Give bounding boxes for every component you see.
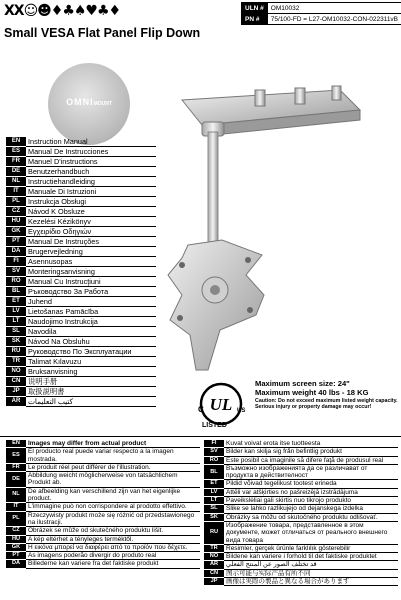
language-code: RO [204, 456, 224, 464]
language-row-text: Lietošanas Pamācība [26, 307, 156, 317]
language-code: BL [204, 464, 224, 480]
language-row-text: 说明手册 [26, 377, 156, 387]
language-code: AR [6, 397, 26, 407]
disclaimer-row [204, 521, 398, 544]
disclaimer-row [204, 464, 398, 480]
language-code: CN [6, 377, 26, 387]
language-row-text: Návod Na Obsluhu [26, 337, 156, 347]
disclaimer-row [204, 505, 398, 513]
disclaimer-row-text: Resimler, gerçek ürünle farklılık gösterebilir [224, 544, 398, 552]
language-row-text: كتيب التعليمات [26, 397, 156, 407]
disclaimer-row [204, 569, 398, 577]
language-code: IT [6, 503, 26, 511]
language-code: ET [204, 480, 224, 488]
disclaimer-row [6, 560, 200, 568]
language-code: CZ [6, 527, 26, 535]
disclaimer-row-text: Billederne kan variere fra det faktiske produkt [26, 560, 200, 568]
disclaimer-row [6, 503, 200, 511]
language-code: TR [6, 357, 26, 367]
omni-logo-sub: MOUNT [93, 101, 112, 107]
language-row-text: Manuale Di Istruzioni [26, 187, 156, 197]
disclaimer-row-text: Rzeczywisty produkt może się różnić od przedstawionego na ilustracji. [26, 511, 200, 527]
language-row [6, 327, 156, 337]
disclaimer-row-text: 画像は実際の製品と異なる場合があります [224, 578, 398, 586]
language-code: AR [204, 561, 224, 569]
language-code: SK [6, 337, 26, 347]
language-row [6, 257, 156, 267]
language-code: SV [6, 267, 26, 277]
ul-us: US [237, 408, 246, 414]
language-row [6, 367, 156, 377]
language-row [6, 277, 156, 287]
pn-row [242, 14, 401, 25]
ul-c: C [198, 405, 204, 414]
pn-label: PN # [242, 14, 268, 25]
product-illustration [160, 80, 400, 380]
language-row [6, 317, 156, 327]
language-code: SL [6, 327, 26, 337]
section-divider [0, 436, 401, 437]
language-code: HU [6, 535, 26, 543]
language-code: JP [204, 578, 224, 586]
uln-value: OM10032 [267, 3, 401, 14]
language-code: PL [6, 197, 26, 207]
disclaimer-row [204, 497, 398, 505]
language-code: DA [6, 247, 26, 257]
language-row-text: Talimat Kılavuzu [26, 357, 156, 367]
disclaimer-row-text: Kuvat voivat erota itse tuotteesta [224, 440, 398, 448]
language-row-text: Juhend [26, 297, 156, 307]
language-row-text: Manuel D'instructions [26, 157, 156, 167]
disclaimer-row-text: Obrázky sa môžu od skutočného produktu odlišovať. [224, 513, 398, 521]
language-code: LT [204, 497, 224, 505]
language-code: DA [6, 560, 26, 568]
brand-logo: XX☺☻♦♣♠♥♣♦ [4, 3, 121, 19]
spec-block [255, 379, 401, 410]
language-row-text: Instructiehandleiding [26, 177, 156, 187]
language-row-text: Brugervejledning [26, 247, 156, 257]
disclaimer-row-text: A kép eltérhet a tényleges terméktől. [26, 535, 200, 543]
disclaimer-row [204, 561, 398, 569]
language-code: NO [6, 367, 26, 377]
language-row [6, 237, 156, 247]
language-code: TR [204, 544, 224, 552]
language-code: JP [6, 387, 26, 397]
language-row [6, 227, 156, 237]
language-code: NL [6, 487, 26, 503]
language-row [6, 187, 156, 197]
disclaimer-row [6, 487, 200, 503]
language-code: RO [6, 277, 26, 287]
disclaimer-row-text: Възможно изображенията да се различават от продукта в действителност [224, 464, 398, 480]
language-row [6, 357, 156, 367]
disclaimer-row [6, 543, 200, 551]
language-code: SL [204, 505, 224, 513]
omni-logo-text: OMNI [66, 97, 94, 107]
language-code: NL [6, 177, 26, 187]
language-row [6, 377, 156, 387]
language-code: PT [6, 237, 26, 247]
language-row-text: Manual De Instruções [26, 237, 156, 247]
language-code: FR [6, 157, 26, 167]
disclaimer-row-text: 图示可能与实际产品有所不同 [224, 569, 398, 577]
disclaimer-row-text: Slike se lahko razlikujejo od dejanskega izdelka [224, 505, 398, 513]
disclaimer-row-text: Pildid võivad tegelikust tootest erineda [224, 480, 398, 488]
disclaimer-row-text: Abbildung weicht möglicherweise von tatsächlichem Produkt ab. [26, 472, 200, 488]
disclaimer-row-text: Attēli var atšķirties no pašreizējā izstrādājuma [224, 488, 398, 496]
language-code: FR [6, 463, 26, 471]
language-row-text: Manual Cu Instrucţiuni [26, 277, 156, 287]
disclaimer-row [204, 513, 398, 521]
language-row-text: Naudojimo Instrukcija [26, 317, 156, 327]
disclaimer-row [6, 527, 200, 535]
max-screen-size: Maximum screen size: 24" [255, 379, 350, 388]
language-row [6, 207, 156, 217]
language-code: GK [6, 543, 26, 551]
disclaimer-row [204, 544, 398, 552]
language-code: ES [6, 448, 26, 464]
disclaimer-row [6, 535, 200, 543]
language-row [6, 397, 156, 407]
uln-label: ULN # [242, 3, 268, 14]
language-row [6, 287, 156, 297]
language-code: EN [6, 137, 26, 147]
disclaimer-row [204, 440, 398, 448]
language-row [6, 267, 156, 277]
disclaimer-row-text: Изображение товара, представленное в этом документе, может отличаться от реального внешнего вида товара [224, 521, 398, 544]
disclaimer-row [204, 578, 398, 586]
uln-row [242, 3, 401, 14]
disclaimer-row-text: Obrázek se může od skutečného produktu lišit. [26, 527, 200, 535]
language-row-text: Návod K Obsluze [26, 207, 156, 217]
language-list [6, 137, 156, 407]
omni-mount-logo [48, 63, 130, 145]
disclaimer-row-text: Le produit réel peut différer de l'illustration. [26, 463, 200, 471]
language-code: HU [6, 217, 26, 227]
disclaimer-list-left [6, 440, 200, 569]
language-row [6, 147, 156, 157]
language-code: PT [6, 552, 26, 560]
ul-listed-label: LISTED [202, 422, 227, 429]
disclaimer-row [204, 553, 398, 561]
disclaimer-row [6, 440, 200, 448]
language-code: CZ [6, 207, 26, 217]
disclaimer-row-text: As imagens poderão divergir do produto real [26, 552, 200, 560]
disclaimer-row [204, 448, 398, 456]
language-row [6, 137, 156, 147]
language-row-text: Εγχειρίδιο Οδηγιών [26, 227, 156, 237]
ul-mark: UL [209, 395, 233, 414]
language-code: IT [6, 187, 26, 197]
language-code: LV [6, 307, 26, 317]
language-code: EN [6, 440, 26, 448]
pn-value: 75/100-FD = L27-OM10032-CON-022311vB [267, 14, 401, 25]
disclaimer-row [6, 448, 200, 464]
language-row-text: 取扱説明書 [26, 387, 156, 397]
disclaimer-row-text: Bilder kan skilja sig från befintlig produkt [224, 448, 398, 456]
language-code: RU [204, 521, 224, 544]
disclaimer-row-text: Images may differ from actual product [26, 440, 200, 448]
disclaimer-row [204, 480, 398, 488]
disclaimer-row [6, 472, 200, 488]
language-code: GK [6, 227, 26, 237]
language-row-text: Manual De Instrucciones [26, 147, 156, 157]
weight-warning: Caution: Do not exceed maximum listed weight capacity. Serious injury or property damage may occur! [255, 398, 398, 411]
language-row [6, 347, 156, 357]
disclaimer-row [204, 456, 398, 464]
language-row [6, 247, 156, 257]
language-row-text: Instruction Manual [26, 137, 156, 147]
language-row [6, 217, 156, 227]
language-code: SK [204, 513, 224, 521]
language-row [6, 387, 156, 397]
language-row-text: Руководство По Эксплуатации [26, 347, 156, 357]
disclaimer-row-text: Bildene kan variere i forhold til det faktiske produktet [224, 553, 398, 561]
language-code: FI [6, 257, 26, 267]
disclaimer-row-text: قد تختلف الصور عن المنتج الفعلي [224, 561, 398, 569]
language-row-text: Asennusopas [26, 257, 156, 267]
language-code: SV [204, 448, 224, 456]
disclaimer-row-text: L'immagine può non corrispondere al prodotto effettivo. [26, 503, 200, 511]
language-row [6, 157, 156, 167]
language-code: DE [6, 472, 26, 488]
language-code: RU [6, 347, 26, 357]
disclaimer-row [204, 488, 398, 496]
disclaimer-list-right [204, 440, 398, 586]
language-row [6, 297, 156, 307]
language-code: DE [6, 167, 26, 177]
language-code: ES [6, 147, 26, 157]
disclaimer-row [6, 511, 200, 527]
language-row [6, 197, 156, 207]
disclaimer-row-text: El producto real puede variar respecto a la imagen mostrada. [26, 448, 200, 464]
language-row-text: Kezelési Kézikönyv [26, 217, 156, 227]
language-row-text: Monteringsanvisning [26, 267, 156, 277]
language-code: LT [6, 317, 26, 327]
disclaimer-row [6, 463, 200, 471]
language-code: PL [6, 511, 26, 527]
language-code: FI [204, 440, 224, 448]
language-row-text: Ръководство За Работа [26, 287, 156, 297]
disclaimer-row-text: Paveikslėliai gali skirtis nuo tikrojo produkto [224, 497, 398, 505]
disclaimer-row-text: Η εικόνα μπορεί να διαφέρει από το προϊόν που δέχετε. [26, 543, 200, 551]
disclaimer-row-text: De afbeelding kan verschillend zijn van het eigenlijke product. [26, 487, 200, 503]
language-row-text: Instrukcja Obsługi [26, 197, 156, 207]
language-row [6, 177, 156, 187]
language-row-text: Bruksanvisning [26, 367, 156, 377]
language-code: NO [204, 553, 224, 561]
language-code: CN [204, 569, 224, 577]
language-code: ET [6, 297, 26, 307]
product-title: Small VESA Flat Panel Flip Down [4, 26, 201, 40]
language-row [6, 167, 156, 177]
language-row-text: Benutzerhandbuch [26, 167, 156, 177]
header-table [241, 2, 401, 25]
language-code: BL [6, 287, 26, 297]
language-row-text: Navodila [26, 327, 156, 337]
disclaimer-row-text: Este posibil ca imaginile să difere faţă de produsul real [224, 456, 398, 464]
language-row [6, 337, 156, 347]
max-weight: Maximum weight 40 lbs - 18 KG [255, 388, 369, 397]
language-code: LV [204, 488, 224, 496]
disclaimer-row [6, 552, 200, 560]
language-row [6, 307, 156, 317]
